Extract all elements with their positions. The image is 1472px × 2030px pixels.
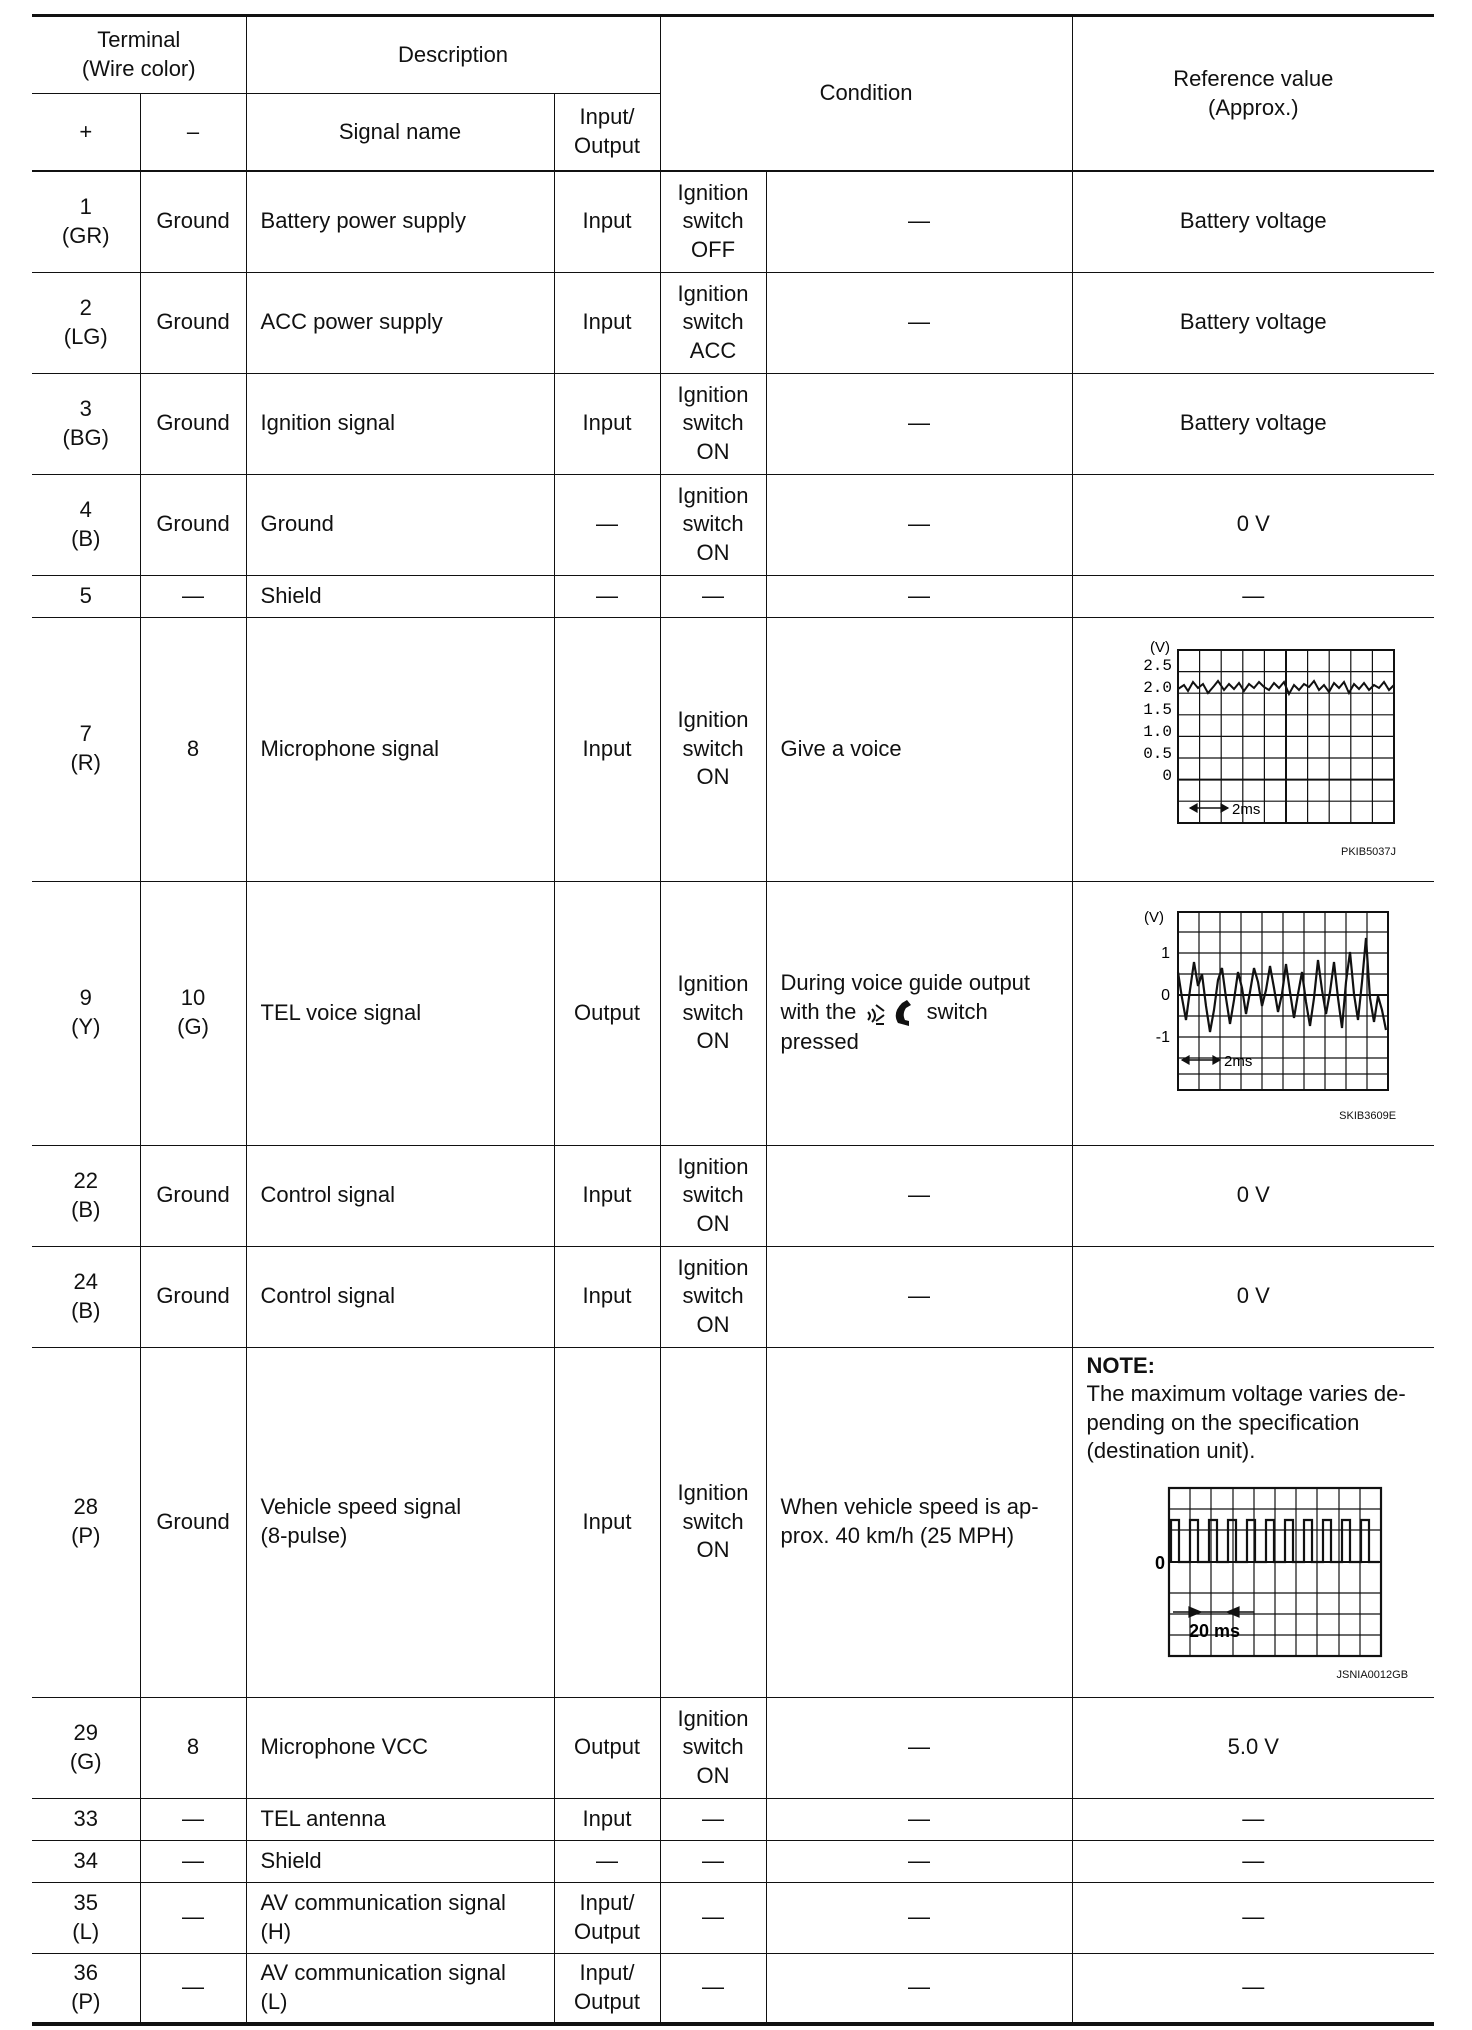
table-row <box>32 1953 1434 2024</box>
io: Input <box>554 373 660 474</box>
signal-name: TEL antenna <box>246 1798 554 1840</box>
svg-text:1.5: 1.5 <box>1143 701 1173 720</box>
reference-value: — <box>1072 1840 1434 1882</box>
table-row <box>32 881 1434 1145</box>
neg-terminal: Ground <box>140 1347 246 1697</box>
io: Input <box>554 272 660 373</box>
signal-name: Shield <box>246 575 554 617</box>
condition-detail: During voice guide output with the switch pressed <box>766 881 1072 1145</box>
neg-terminal: 10 (G) <box>140 881 246 1145</box>
svg-text:0: 0 <box>1155 1552 1166 1573</box>
io: Input <box>554 617 660 881</box>
pos-terminal: 5 <box>32 575 140 617</box>
pos-terminal: 34 <box>32 1840 140 1882</box>
neg-terminal: Ground <box>140 373 246 474</box>
pos-terminal: 22 (B) <box>32 1145 140 1246</box>
pos-terminal: 33 <box>32 1798 140 1840</box>
condition-detail: When vehicle speed is ap- prox. 40 km/h (25 MPH) <box>766 1347 1072 1697</box>
neg-terminal: — <box>140 1840 246 1882</box>
signal-name: Ground <box>246 474 554 575</box>
reference-value: Battery voltage <box>1072 171 1434 272</box>
condition-switch: Ignition switch ON <box>660 881 766 1145</box>
signal-name: Microphone signal <box>246 617 554 881</box>
condition-detail: — <box>766 1882 1072 1953</box>
pos-terminal: 29 (G) <box>32 1697 140 1798</box>
signal-name: Shield <box>246 1840 554 1882</box>
condition-detail: — <box>766 1953 1072 2024</box>
condition-switch: Ignition switch ON <box>660 1246 766 1347</box>
pos-terminal: 9 (Y) <box>32 881 140 1145</box>
table-row <box>32 1882 1434 1953</box>
condition-switch: Ignition switch ON <box>660 617 766 881</box>
svg-text:20 ms: 20 ms <box>1189 1620 1241 1641</box>
reference-value-label: Reference value <box>1173 65 1334 91</box>
neg-terminal: Ground <box>140 1145 246 1246</box>
signal-name: Microphone VCC <box>246 1697 554 1798</box>
signal-name: Ignition signal <box>246 373 554 474</box>
note-title: NOTE: <box>1086 1352 1155 1378</box>
minus-header: – <box>140 94 246 172</box>
svg-text:1: 1 <box>1161 945 1171 963</box>
condition-detail: — <box>766 373 1072 474</box>
reference-value: 0 V <box>1072 1145 1434 1246</box>
condition-detail: — <box>766 1798 1072 1840</box>
condition-switch: Ignition switch ON <box>660 373 766 474</box>
pos-terminal: 3 (BG) <box>32 373 140 474</box>
note-line: (destination unit). <box>1086 1438 1256 1464</box>
condition-switch: Ignition switch ON <box>660 1145 766 1246</box>
neg-terminal: — <box>140 1882 246 1953</box>
tel-voice-waveform <box>1108 902 1398 1107</box>
condition-switch: — <box>660 1798 766 1840</box>
vehicle-speed-waveform <box>1107 1476 1407 1666</box>
svg-text:0: 0 <box>1162 767 1173 786</box>
neg-terminal: — <box>140 1798 246 1840</box>
signal-name: Battery power supply <box>246 171 554 272</box>
table-row <box>32 1145 1434 1246</box>
pos-terminal: 36 (P) <box>32 1953 140 2024</box>
reference-value: — <box>1072 575 1434 617</box>
neg-terminal: Ground <box>140 474 246 575</box>
terminal-label: Terminal <box>97 27 181 53</box>
pos-terminal: 28 (P) <box>32 1347 140 1697</box>
condition-switch: Ignition switch OFF <box>660 171 766 272</box>
table-row <box>32 171 1434 272</box>
condition-detail: — <box>766 575 1072 617</box>
neg-terminal: — <box>140 1953 246 2024</box>
signal-name: AV communication signal (L) <box>246 1953 554 2024</box>
table-row <box>32 1697 1434 1798</box>
condition-detail: — <box>766 171 1072 272</box>
io: Input <box>554 1246 660 1347</box>
svg-text:0: 0 <box>1161 987 1171 1005</box>
svg-text:0.5: 0.5 <box>1143 745 1173 764</box>
neg-terminal: Ground <box>140 171 246 272</box>
neg-terminal: Ground <box>140 1246 246 1347</box>
table-row <box>32 272 1434 373</box>
pos-terminal: 7 (R) <box>32 617 140 881</box>
neg-terminal: — <box>140 575 246 617</box>
table-row <box>32 474 1434 575</box>
neg-terminal: 8 <box>140 617 246 881</box>
signal-name: AV communication signal (H) <box>246 1882 554 1953</box>
svg-text:(V): (V) <box>1150 639 1171 657</box>
waveform-code: SKIB3609E <box>1339 1110 1397 1123</box>
terminal-header <box>32 16 246 94</box>
pos-terminal: 2 (LG) <box>32 272 140 373</box>
condition-detail: — <box>766 272 1072 373</box>
io: Input/ Output <box>554 1882 660 1953</box>
reference-value: Battery voltage <box>1072 373 1434 474</box>
io: Input/ Output <box>554 1953 660 2024</box>
pos-terminal: 4 (B) <box>32 474 140 575</box>
waveform-code: JSNIA0012GB <box>1336 1668 1409 1681</box>
condition-header: Condition <box>660 16 1072 172</box>
reference-value: 0 V <box>1072 1246 1434 1347</box>
table-row <box>32 1246 1434 1347</box>
condition-detail: — <box>766 474 1072 575</box>
reference-value: 5.0 V <box>1072 1697 1434 1798</box>
approx-label: (Approx.) <box>1208 94 1299 120</box>
io: Input <box>554 171 660 272</box>
condition-switch: — <box>660 575 766 617</box>
wire-color-label: (Wire color) <box>81 56 196 81</box>
io: Output <box>554 1697 660 1798</box>
terminal-spec-table <box>32 14 1434 2026</box>
condition-switch: Ignition switch ON <box>660 1347 766 1697</box>
condition-switch: — <box>660 1840 766 1882</box>
signal-name: Control signal <box>246 1145 554 1246</box>
signal-name-header: Signal name <box>246 94 554 172</box>
svg-text:2.0: 2.0 <box>1143 679 1173 698</box>
pos-terminal: 24 (B) <box>32 1246 140 1347</box>
reference-value: — <box>1072 1798 1434 1840</box>
io: — <box>554 575 660 617</box>
reference-note-waveform <box>1072 1347 1434 1697</box>
svg-text:2ms: 2ms <box>1224 1053 1253 1071</box>
plus-header: + <box>32 94 140 172</box>
neg-terminal: 8 <box>140 1697 246 1798</box>
table-row <box>32 617 1434 881</box>
reference-value: — <box>1072 1953 1434 2024</box>
condition-switch: — <box>660 1953 766 2024</box>
reference-value: 0 V <box>1072 474 1434 575</box>
svg-text:2.5: 2.5 <box>1143 657 1173 676</box>
microphone-waveform <box>1108 638 1398 843</box>
reference-value: Battery voltage <box>1072 272 1434 373</box>
condition-switch: Ignition switch ON <box>660 474 766 575</box>
condition-switch: — <box>660 1882 766 1953</box>
condition-detail: — <box>766 1697 1072 1798</box>
waveform-code: PKIB5037J <box>1341 846 1397 859</box>
io: Input <box>554 1347 660 1697</box>
io: Input <box>554 1798 660 1840</box>
input-output-header: Input/ Output <box>554 94 660 172</box>
svg-text:1.0: 1.0 <box>1143 723 1173 742</box>
condition-detail: — <box>766 1145 1072 1246</box>
svg-text:2ms: 2ms <box>1232 801 1261 819</box>
reference-value-header <box>1072 16 1434 172</box>
condition-switch: Ignition switch ACC <box>660 272 766 373</box>
table-row <box>32 575 1434 617</box>
io: Output <box>554 881 660 1145</box>
signal-name: Vehicle speed signal (8-pulse) <box>246 1347 554 1697</box>
talk-phone-switch-icon <box>862 998 920 1028</box>
signal-name: Control signal <box>246 1246 554 1347</box>
svg-text:(V): (V) <box>1144 909 1165 927</box>
neg-terminal: Ground <box>140 272 246 373</box>
note-line: The maximum voltage varies de- <box>1086 1381 1406 1407</box>
table-row <box>32 1798 1434 1840</box>
io: — <box>554 474 660 575</box>
description-header: Description <box>246 16 660 94</box>
io: Input <box>554 1145 660 1246</box>
reference-value: — <box>1072 1882 1434 1953</box>
io: — <box>554 1840 660 1882</box>
pos-terminal: 1 (GR) <box>32 171 140 272</box>
condition-detail: — <box>766 1246 1072 1347</box>
reference-waveform-tel <box>1072 881 1434 1145</box>
condition-detail: — <box>766 1840 1072 1882</box>
svg-text:-1: -1 <box>1156 1029 1171 1047</box>
signal-name: TEL voice signal <box>246 881 554 1145</box>
table-row <box>32 1347 1434 1697</box>
reference-waveform-mic <box>1072 617 1434 881</box>
signal-name: ACC power supply <box>246 272 554 373</box>
note-line: pending on the specification <box>1086 1409 1360 1435</box>
condition-detail: Give a voice <box>766 617 1072 881</box>
pos-terminal: 35 (L) <box>32 1882 140 1953</box>
table-row <box>32 373 1434 474</box>
table-row <box>32 1840 1434 1882</box>
condition-switch: Ignition switch ON <box>660 1697 766 1798</box>
